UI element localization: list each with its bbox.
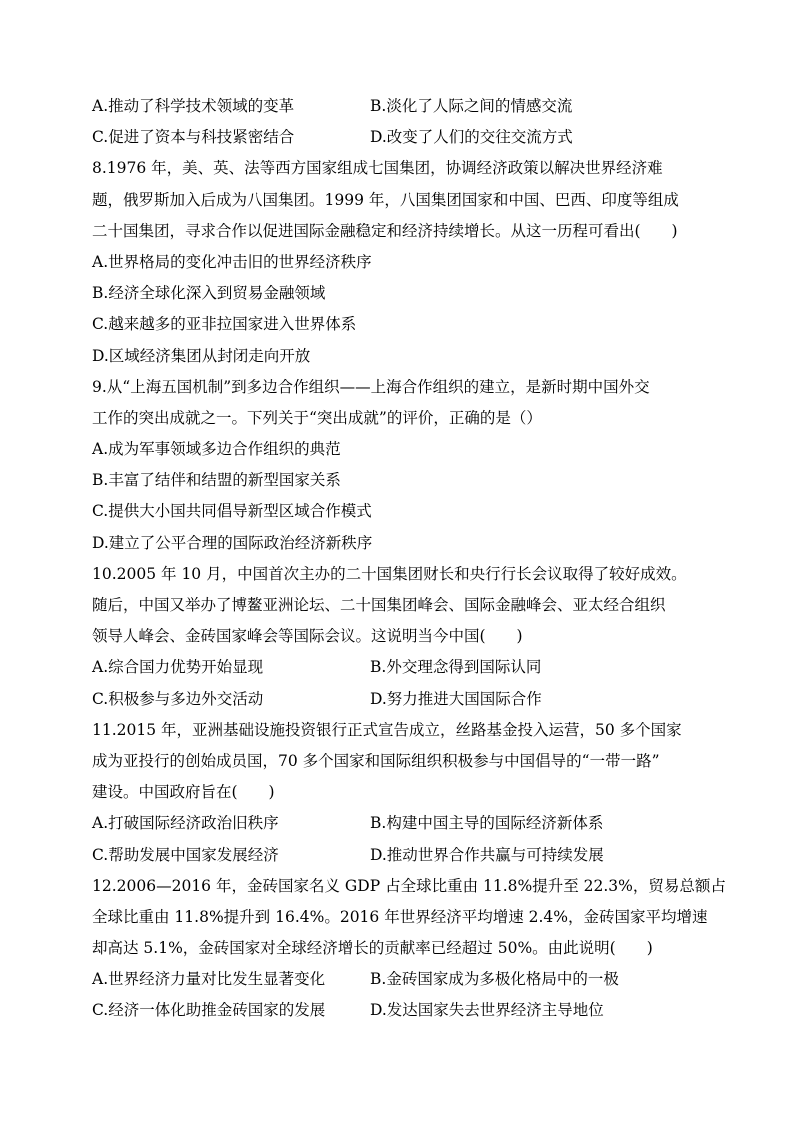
q7-option-a[interactable]: A.推动了科学技术领域的变革 <box>92 97 295 115</box>
q7-options-row-2 <box>92 122 704 153</box>
q8-option-c[interactable]: C.越来越多的亚非拉国家进入世界体系 <box>92 315 357 334</box>
q11-option-c[interactable]: C.帮助发展中国家发展经济 <box>92 845 279 864</box>
q9-stem-line-1: 9.从“上海五国机制”到多边合作组织——上海合作组织的建立，是新时期中国外交 <box>92 377 650 396</box>
q9-option-b[interactable]: B.丰富了结伴和结盟的新型国家关系 <box>92 471 341 490</box>
q10-options-row-1 <box>92 652 704 683</box>
q12-option-a[interactable]: A.世界经济力量对比发生显著变化 <box>92 970 326 989</box>
q12-option-c[interactable]: C.经济一体化助推金砖国家的发展 <box>92 1001 326 1020</box>
q7-options-row-1 <box>92 91 704 122</box>
q12-option-d[interactable]: D.发达国家失去世界经济主导地位 <box>370 1001 604 1020</box>
q11-option-b[interactable]: B.构建中国主导的国际经济新体系 <box>370 814 604 833</box>
q10-stem-line-2: 随后，中国又举办了博鳌亚洲论坛、二十国集团峰会、国际金融峰会、亚太经合组织 <box>92 596 666 614</box>
q11-stem-line-3: 建设。中国政府旨在( ) <box>92 783 275 802</box>
q9-option-a[interactable]: A.成为军事领域多边合作组织的典范 <box>92 440 341 459</box>
q11-stem-line-2: 成为亚投行的创始成员国，70 多个国家和国际组织积极参与中国倡导的“一带一路” <box>92 751 660 770</box>
q9-option-c[interactable]: C.提供大小国共同倡导新型区域合作模式 <box>92 502 372 521</box>
q11-options-row-2 <box>92 840 704 871</box>
q10-options-row-2 <box>92 684 704 715</box>
q9-stem-line-2: 工作的突出成就之一。下列关于“突出成就”的评价，正确的是（） <box>92 408 542 427</box>
q8-option-d[interactable]: D.区域经济集团从封闭走向开放 <box>92 346 311 365</box>
q12-options-row-2 <box>92 995 704 1026</box>
q11-stem-line-1: 11.2015 年，亚洲基础设施投资银行正式宣告成立，丝路基金投入运营，50 多个国家 <box>92 720 682 739</box>
q11-options-row-1 <box>92 808 704 839</box>
question-list <box>92 91 726 1027</box>
q8-stem-line-3: 二十国集团，寻求合作以促进国际金融稳定和经济持续增长。从这一历程可看出( ) <box>92 221 678 240</box>
q10-stem-line-3: 领导人峰会、金砖国家峰会等国际会议。这说明当今中国( ) <box>92 627 523 646</box>
q8-stem-line-1: 8.1976 年，美、英、法等西方国家组成七国集团，协调经济政策以解决世界经济难 <box>92 159 663 178</box>
q10-option-b[interactable]: B.外交理念得到国际认同 <box>370 658 542 677</box>
q10-stem-line-1: 10.2005 年 10 月，中国首次主办的二十国集团财长和央行行长会议取得了较好成效。 <box>92 564 687 583</box>
q12-stem-line-1: 12.2006—2016 年，金砖国家名义 GDP 占全球比重由 11.8%提升至 22.3%，贸易总额占 <box>92 876 726 895</box>
q11-option-d[interactable]: D.推动世界合作共赢与可持续发展 <box>370 845 604 864</box>
q10-option-c[interactable]: C.积极参与多边外交活动 <box>92 689 264 708</box>
q7-option-c[interactable]: C.促进了资本与科技紧密结合 <box>92 128 295 147</box>
q11-option-a[interactable]: A.打破国际经济政治旧秩序 <box>92 814 279 833</box>
q8-option-b[interactable]: B.经济全球化深入到贸易金融领域 <box>92 284 326 303</box>
q12-options-row-1 <box>92 964 704 995</box>
q7-option-d[interactable]: D.改变了人们的交往交流方式 <box>370 128 573 147</box>
q7-option-b[interactable]: B.淡化了人际之间的情感交流 <box>370 97 573 115</box>
q10-option-d[interactable]: D.努力推进大国国际合作 <box>370 689 542 708</box>
q12-stem-line-3: 却高达 5.1%，金砖国家对全球经济增长的贡献率已经超过 50%。由此说明( ) <box>92 939 653 958</box>
q9-option-d[interactable]: D.建立了公平合理的国际政治经济新秩序 <box>92 533 373 552</box>
q8-option-a[interactable]: A.世界格局的变化冲击旧的世界经济秩序 <box>92 252 372 271</box>
q12-stem-line-2: 全球比重由 11.8%提升到 16.4%。2016 年世界经济平均增速 2.4%，金砖国家平均增速 <box>92 907 708 926</box>
q12-option-b[interactable]: B.金砖国家成为多极化格局中的一极 <box>370 970 619 989</box>
q8-stem-line-2: 题，俄罗斯加入后成为八国集团。1999 年，八国集团国家和中国、巴西、印度等组成 <box>92 190 679 209</box>
q10-option-a[interactable]: A.综合国力优势开始显现 <box>92 658 264 677</box>
